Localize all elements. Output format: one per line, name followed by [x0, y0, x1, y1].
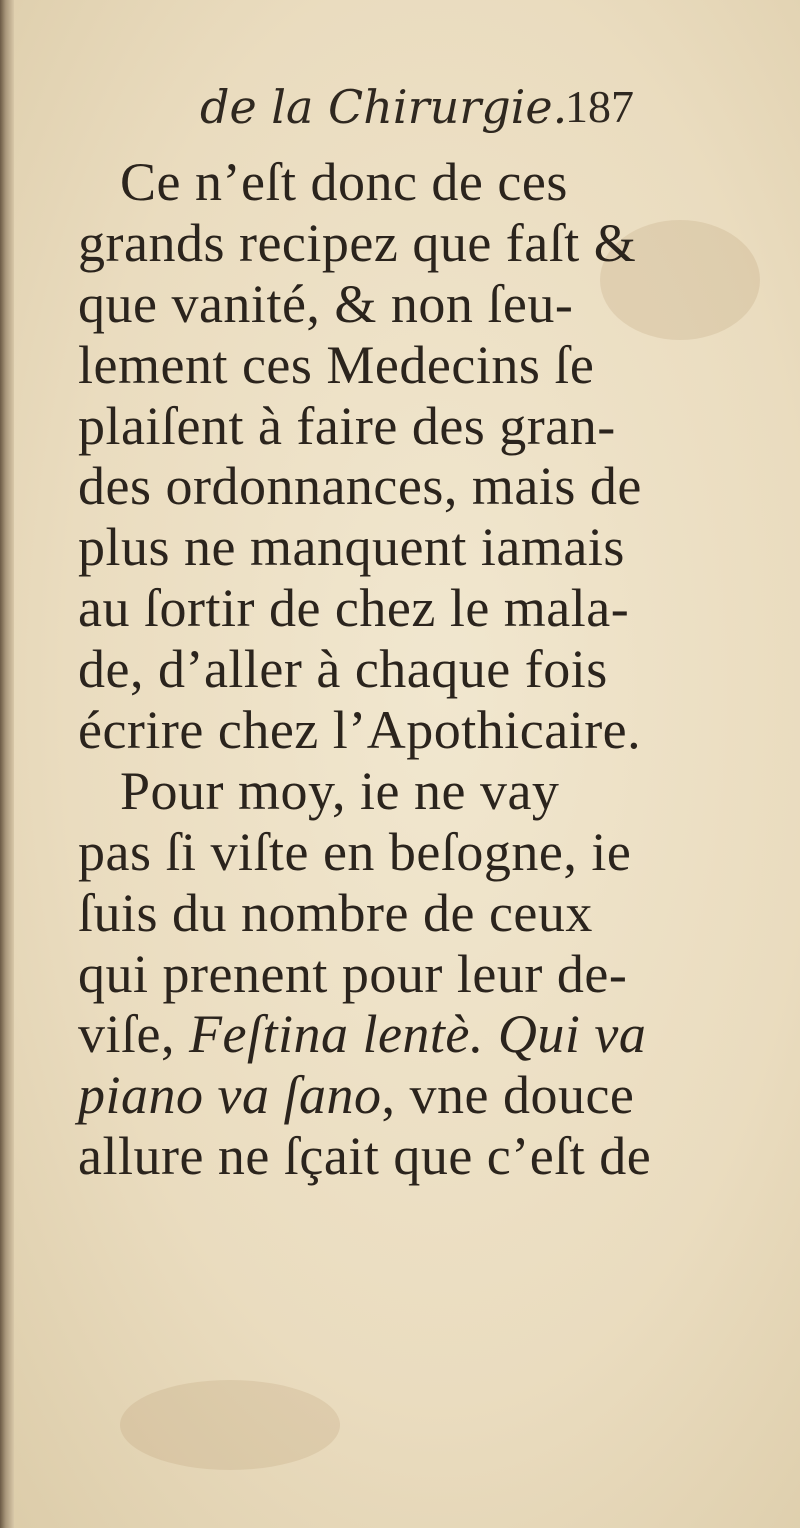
text-segment: , vne douce [381, 1065, 635, 1126]
foxing-stain [120, 1380, 340, 1470]
text-line: qui prenent pour leur de- [78, 943, 628, 1004]
text-line: écrire chez l’Apothicaire. [78, 700, 642, 761]
text-line: de, d’aller à chaque fois [78, 639, 608, 700]
text-line: ſuis du nombre de ceux [78, 882, 593, 943]
text-line: plaiſent à faire des gran- [78, 395, 616, 456]
body-text [78, 152, 718, 1187]
text-line: au ſortir de chez le mala- [78, 578, 630, 639]
text-line: pas ſi viſte en beſogne, ie [78, 821, 632, 882]
text-segment: viſe, [78, 1004, 189, 1065]
text-line: Ce n’eſt donc de ces [120, 152, 568, 212]
italic-phrase: Feſtina lentè. Qui va [188, 1004, 647, 1065]
text-line: grands recipez que faſt & [78, 212, 637, 273]
text-line: que vanité, & non ſeu- [78, 273, 574, 334]
text-line: Pour moy, ie ne vay [120, 760, 560, 821]
text-line: allure ne ſçait que c’eſt de [78, 1126, 652, 1187]
running-title: de la Chirurgie. [200, 80, 568, 134]
binding-gutter [0, 0, 14, 1528]
text-line [78, 1065, 718, 1126]
text-line: lement ces Medecins ſe [78, 334, 595, 395]
text-line: plus ne manquent iamais [78, 517, 625, 578]
italic-phrase: piano va ſano [78, 1065, 382, 1126]
text-line: des ordonnances, mais de [78, 456, 642, 517]
text-line [78, 1004, 718, 1065]
page-number: 187 [565, 81, 634, 132]
page-header [60, 72, 720, 142]
